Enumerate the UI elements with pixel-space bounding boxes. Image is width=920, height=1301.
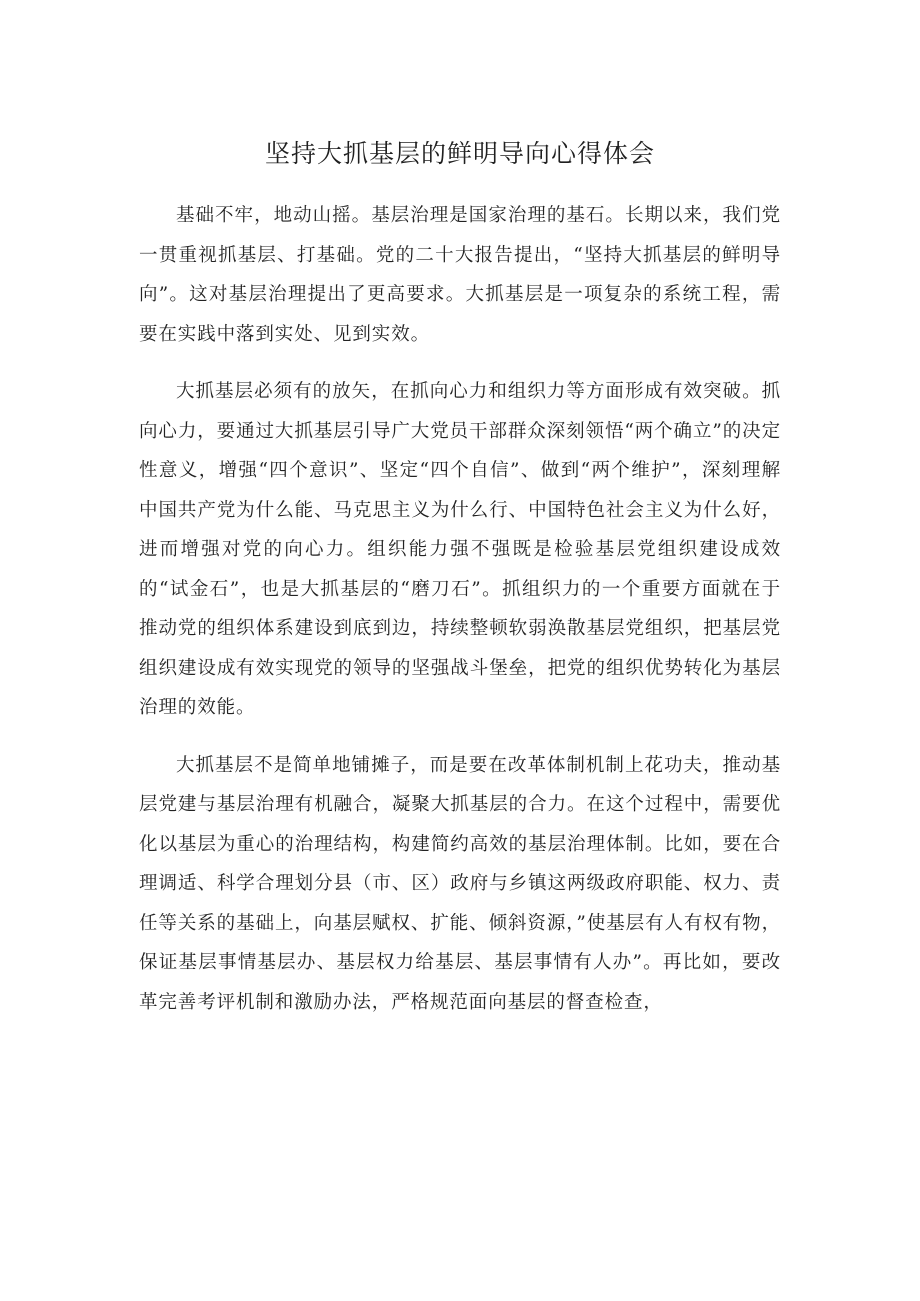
- document-body: [139, 196, 781, 1040]
- paragraph-3: 大抓基层不是简单地铺摊子，而是要在改革体制机制上花功夫，推动基层党建与基层治理有机融合，凝聚大抓基层的合力。在这个过程中，需要优化以基层为重心的治理结构，构建简约高效的基层治理体制。比如，要在合理调适、科学合理划分县（市、区）政府与乡镇这两级政府职能、权力、责任等关系的基础上，向基层赋权、扩能、倾斜资源，”使基层有人有权有物，保证基层事情基层办、基层权力给基层、基层事情有人办”。再比如，要改革完善考评机制和激励办法，严格规范面向基层的督查检查，: [139, 754, 781, 1013]
- paragraph-2: 大抓基层必须有的放矢，在抓向心力和组织力等方面形成有效突破。抓向心力，要通过大抓基层引导广大党员干部群众深刻领悟“两个确立”的决定性意义，增强“四个意识”、坚定“四个自信”、做到“两个维护”，深刻理解中国共产党为什么能、马克思主义为什么行、中国特色社会主义为什么好，进而增强对党的向心力。组织能力强不强既是检验基层党组织建设成效的“试金石”，也是大抓基层的“磨刀石”。抓组织力的一个重要方面就在于推动党的组织体系建设到底到边，持续整顿软弱涣散基层党组织，把基层党组织建设成有效实现党的领导的坚强战斗堡垒，把党的组织优势转化为基层治理的效能。: [139, 381, 781, 718]
- paragraph-1: 基础不牢，地动山摇。基层治理是国家治理的基石。长期以来，我们党一贯重视抓基层、打基础。党的二十大报告提出，“坚持大抓基层的鲜明导向”。这对基层治理提出了更高要求。大抓基层是一项复杂的系统工程，需要在实践中落到实处、见到实效。: [139, 205, 781, 345]
- document-title: 坚持大抓基层的鲜明导向心得体会: [264, 139, 655, 168]
